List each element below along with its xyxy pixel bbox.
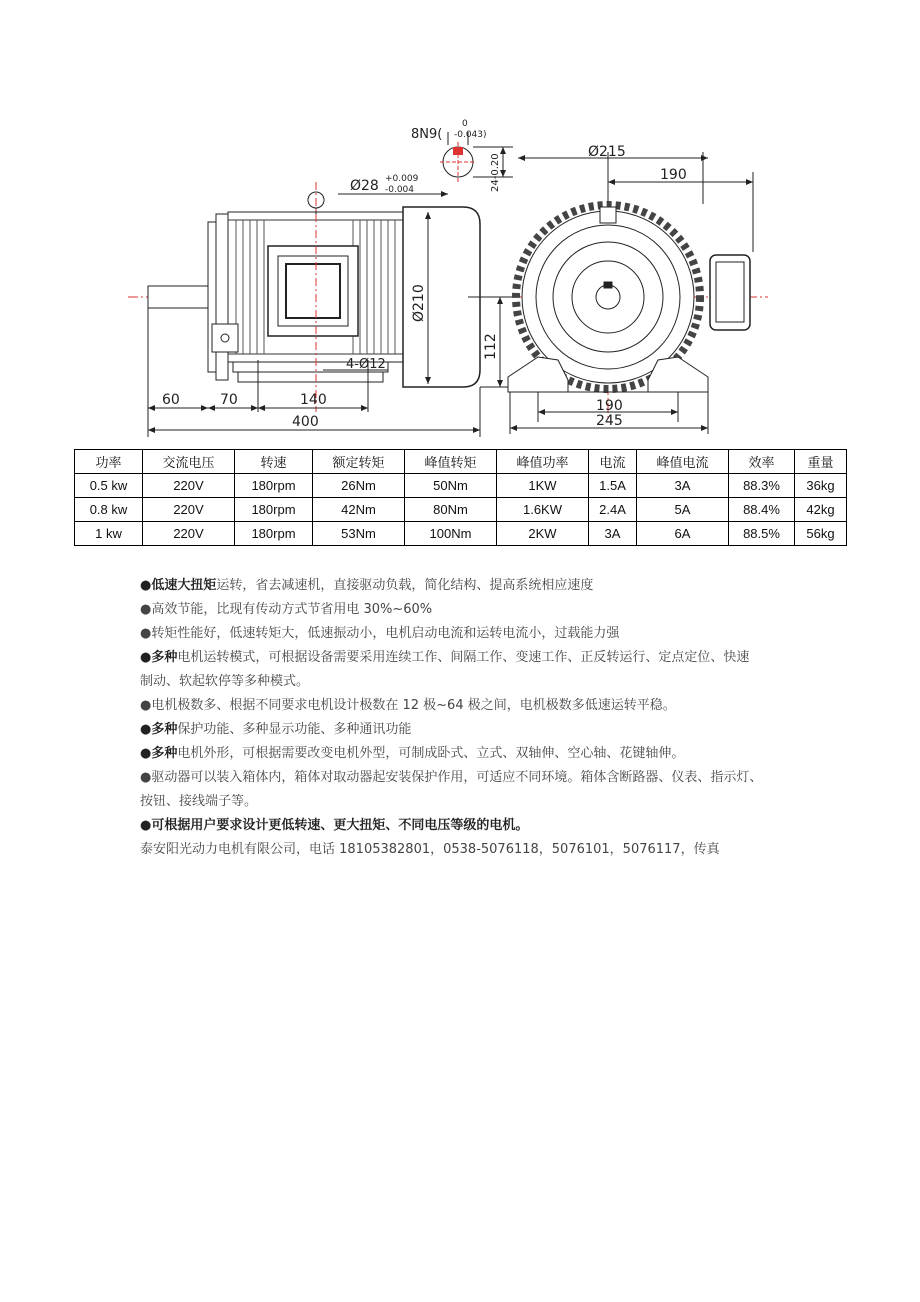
- table-cell: 220V: [143, 522, 235, 546]
- feature-highlight: ●多种: [140, 746, 178, 761]
- table-cell: 1KW: [497, 474, 589, 498]
- header-cell: 额定转矩: [313, 450, 405, 474]
- header-cell: 效率: [729, 450, 795, 474]
- feature-highlight: ●多种: [140, 650, 178, 665]
- table-cell: 1 kw: [75, 522, 143, 546]
- dim-key-height: 24-0.20: [490, 153, 501, 192]
- dim-keyway: 8N9(: [411, 127, 443, 142]
- dim-frame-dia: Ø210: [411, 284, 427, 322]
- feature-item: ●电机极数多、根据不同要求电机设计极数在 12 极~64 极之间，电机极数多低速运转平稳。: [140, 698, 676, 713]
- table-cell: 80Nm: [405, 498, 497, 522]
- table-cell: 56kg: [795, 522, 847, 546]
- feature-item: [140, 742, 800, 766]
- dim-shaft-dia: Ø28: [350, 178, 379, 194]
- motor-technical-drawing: [128, 112, 778, 442]
- table-cell: 220V: [143, 474, 235, 498]
- dim-total-width: 245: [596, 413, 623, 429]
- table-cell: 180rpm: [235, 474, 313, 498]
- table-cell: 42kg: [795, 498, 847, 522]
- feature-item: ●驱动器可以装入箱体内，箱体对取动器起安装保护作用，可适应不同环境。箱体含断路器、仪表、指示灯、: [140, 770, 763, 785]
- dim-70: 70: [220, 392, 238, 408]
- dim-foot-span: 190: [596, 398, 623, 414]
- dim-keyway-tol-upper: 0: [462, 119, 468, 129]
- dim-center-height: 112: [483, 333, 499, 360]
- dim-shaft-len: 60: [162, 392, 180, 408]
- table-cell: 100Nm: [405, 522, 497, 546]
- header-cell: 峰值转矩: [405, 450, 497, 474]
- dim-foot-holes: 4-Ø12: [346, 357, 386, 372]
- feature-item: [140, 574, 800, 598]
- feature-item: ●高效节能，比现有传动方式节省用电 30%~60%: [140, 602, 433, 617]
- feature-text: 电机运转模式，可根据设备需要采用连续工作、间隔工作、变速工作、正反转运行、定点定位、快速: [177, 650, 750, 665]
- company-contact: 泰安阳光动力电机有限公司，电话 18105382801，0538-5076118，5076101，5076117，传真: [140, 842, 720, 857]
- motor-front-view: [508, 152, 768, 434]
- header-cell: 转速: [235, 450, 313, 474]
- table-cell: 3A: [637, 474, 729, 498]
- table-cell: 1.6KW: [497, 498, 589, 522]
- dim-keyway-tol-lower: -0.043): [454, 130, 487, 140]
- table-cell: 2KW: [497, 522, 589, 546]
- feature-list: [140, 574, 800, 862]
- table-cell: 5A: [637, 498, 729, 522]
- table-cell: 180rpm: [235, 522, 313, 546]
- feature-text: 保护功能、多种显示功能、多种通讯功能: [177, 722, 412, 737]
- table-cell: 0.8 kw: [75, 498, 143, 522]
- table-cell: 0.5 kw: [75, 474, 143, 498]
- table-cell: 88.5%: [729, 522, 795, 546]
- dim-outer-dia: Ø215: [588, 144, 626, 160]
- table-cell: 42Nm: [313, 498, 405, 522]
- table-row: [75, 522, 847, 546]
- table-row: [75, 474, 847, 498]
- table-cell: 6A: [637, 522, 729, 546]
- table-cell: 1.5A: [589, 474, 637, 498]
- feature-item: ●转矩性能好，低速转矩大，低速振动小，电机启动电流和运转电流小，过载能力强: [140, 626, 620, 641]
- table-cell: 26Nm: [313, 474, 405, 498]
- feature-highlight: ●低速大扭矩: [140, 578, 217, 593]
- header-cell: 电流: [589, 450, 637, 474]
- table-cell: 220V: [143, 498, 235, 522]
- table-header-row: [75, 450, 847, 474]
- header-cell: 重量: [795, 450, 847, 474]
- table-cell: 88.4%: [729, 498, 795, 522]
- table-cell: 50Nm: [405, 474, 497, 498]
- spec-table: [74, 449, 847, 546]
- feature-highlight: ●可根据用户要求设计更低转速、更大扭矩、不同电压等级的电机。: [140, 818, 529, 833]
- feature-item: [140, 718, 800, 742]
- header-cell: 交流电压: [143, 450, 235, 474]
- table-cell: 2.4A: [589, 498, 637, 522]
- table-cell: 88.3%: [729, 474, 795, 498]
- dim-shaft-tol-upper: +0.009: [385, 174, 419, 184]
- feature-text: 电机外形，可根据需要改变电机外型，可制成卧式、立式、双轴伸、空心轴、花键轴伸。: [177, 746, 685, 761]
- header-cell: 峰值功率: [497, 450, 589, 474]
- dim-140: 140: [300, 392, 327, 408]
- table-cell: 3A: [589, 522, 637, 546]
- table-row: [75, 498, 847, 522]
- header-cell: 峰值电流: [637, 450, 729, 474]
- feature-item: [140, 814, 800, 838]
- dim-total-len: 400: [292, 414, 319, 430]
- feature-item: [140, 646, 800, 670]
- feature-item-continued: 按钮、接线端子等。: [140, 794, 258, 809]
- table-cell: 180rpm: [235, 498, 313, 522]
- dim-shaft-tol-lower: -0.004: [385, 185, 415, 195]
- feature-item-continued: 制动、软起软停等多种模式。: [140, 674, 310, 689]
- table-cell: 36kg: [795, 474, 847, 498]
- feature-text: 运转，省去减速机，直接驱动负载，简化结构、提高系统相应速度: [216, 578, 594, 593]
- feature-highlight: ●多种: [140, 722, 178, 737]
- motor-side-view: [128, 182, 513, 412]
- header-cell: 功率: [75, 450, 143, 474]
- dim-box-offset: 190: [660, 167, 687, 183]
- table-cell: 53Nm: [313, 522, 405, 546]
